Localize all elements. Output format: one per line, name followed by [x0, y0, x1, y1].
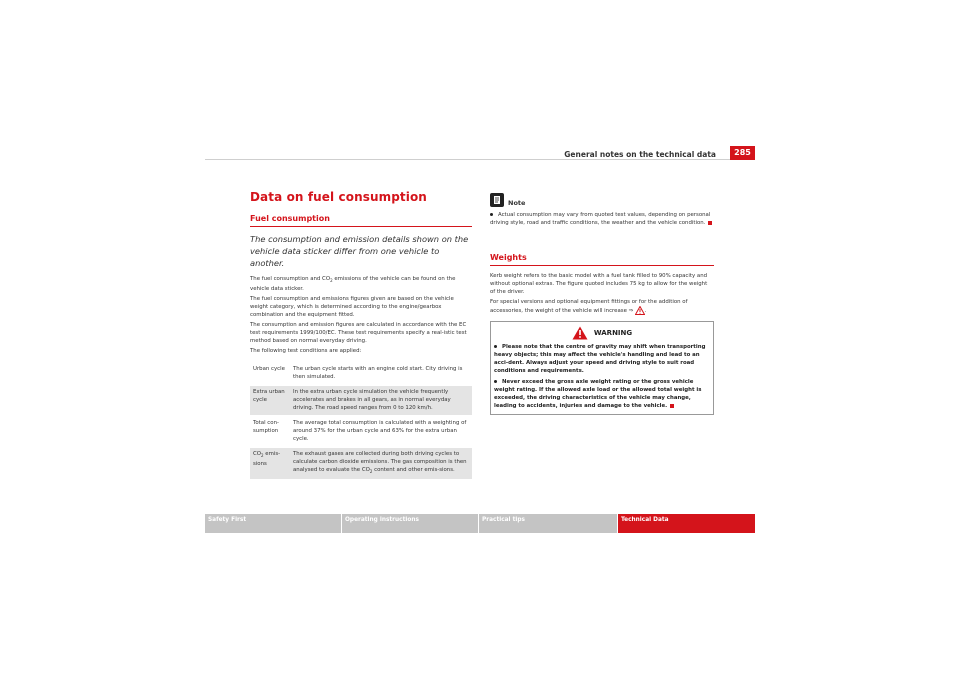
table-row [250, 417, 472, 446]
row-label: Total con-sumption [253, 420, 279, 435]
row-label: $CO_2$ emis-sions [250, 448, 290, 479]
test-conditions-table [250, 361, 472, 481]
subsection-heading: Fuel consumption [250, 214, 472, 227]
warning-ref-icon[interactable] [635, 306, 645, 315]
warning-header [494, 326, 710, 340]
end-mark-icon [708, 221, 712, 225]
warning-triangle-icon [572, 326, 588, 340]
warning-label: WARNING [593, 329, 633, 337]
table-row [250, 363, 472, 384]
right-column [490, 193, 714, 415]
note-icon [490, 193, 504, 207]
table-row [250, 448, 472, 479]
left-column [250, 190, 472, 481]
warning-item: Please note that the centre of gravity may shift when transporting heavy objects; this may affect the vehicle's handling and lead to an acci-dent. Always adjust your speed and driving style to suit road conditions and requirements. [494, 344, 706, 374]
tab-practical-tips[interactable]: Practical tips [479, 514, 617, 533]
bullet-icon [494, 380, 497, 383]
paragraph: Kerb weight refers to the basic model with a fuel tank filled to 90% capacity and without optional extras. The figure quoted includes 75 kg to allow for the weight of the driver. [490, 273, 708, 295]
tab-safety-first[interactable]: Safety First [205, 514, 341, 533]
row-label: Extra urban cycle [250, 386, 290, 415]
row-text: The exhaust gases are collected during both driving cycles to calculate carbon dioxide emissions. The gas composition is then analysed to evaluate the $CO_2$ content and other emis-sions. [290, 448, 472, 479]
warning-box [490, 321, 714, 415]
row-label: Urban cycle [253, 366, 285, 373]
bullet-icon [494, 345, 497, 348]
tab-technical-data[interactable]: Technical Data [618, 514, 755, 533]
paragraph: The following test conditions are applied: [250, 348, 362, 355]
row-text: The average total consumption is calculated with a weighting of around 37% for the urban cycle and 63% for the extra urban cycle. [293, 420, 467, 443]
note-label: Note [508, 199, 526, 207]
paragraph: The consumption and emission figures are calculated in accordance with the EC test requirements 1999/100/EC. These test requirements specify a real-istic test method based on normal everyday driving. [250, 322, 467, 345]
section-heading: Data on fuel consumption [250, 190, 427, 204]
warning-item: Never exceed the gross axle weight rating or the gross vehicle weight rating. If the allowed axle load or the allowed total weight is exceeded, the driving characteristics of the vehicle may change, leading to accidents, injuries and damage to the vehicle. [494, 379, 702, 409]
header-rule [205, 159, 755, 160]
weights-heading: Weights [490, 253, 714, 266]
tab-operating-instructions[interactable]: Operating instructions [342, 514, 478, 533]
paragraph: For special versions and optional equipment fittings or for the addition of accessories, the weight of the vehicle will increase ⇒ . [490, 299, 688, 314]
running-header-title: General notes on the technical data [564, 150, 716, 159]
page-number: 285 [730, 146, 755, 160]
note-header [490, 193, 714, 207]
paragraph: The fuel consumption and emissions figures given are based on the vehicle weight category, which is determined according to the engine/gearbox combination and the equipment fitted. [250, 296, 454, 319]
bullet-icon [490, 213, 493, 216]
row-text: In the extra urban cycle simulation the vehicle frequently accelerates and brakes in all gears, as in normal everyday driving. The road speed ranges from 0 to 120 km/h. [290, 386, 472, 415]
table-row [250, 386, 472, 415]
intro-text: The consumption and emission details shown on the vehicle data sticker differ from one vehicle to another. [250, 234, 469, 268]
paragraph: The fuel consumption and $CO_2$ emissions of the vehicle can be found on the vehicle data sticker. [250, 276, 456, 293]
note-text: Actual consumption may vary from quoted test values, depending on personal driving style, road and traffic conditions, the weather and the vehicle condition. [490, 211, 714, 227]
row-text: The urban cycle starts with an engine cold start. City driving is then simulated. [293, 366, 463, 381]
end-mark-icon [670, 404, 674, 408]
